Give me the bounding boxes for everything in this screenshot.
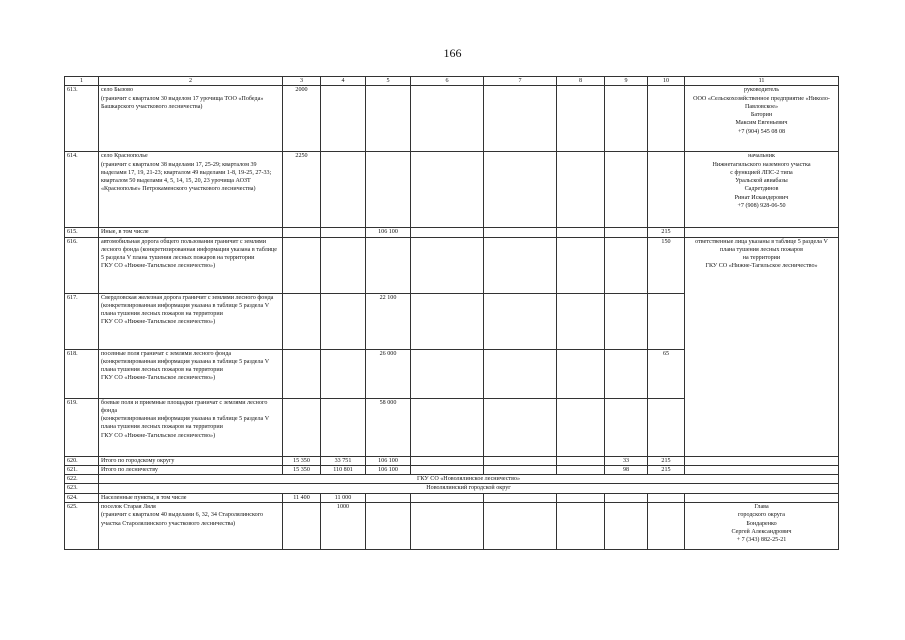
cell-col8 [557, 502, 605, 549]
cell-col10 [648, 493, 685, 502]
row-description: автомобильная дорога общего пользования граничит с землями лесного фонда (конкретизированная информация указана в таблице 5 раздела V плана тушения лесных пожаров на территории ГКУ СО «Нижне-Тагильское лесничество») [99, 237, 283, 293]
row-description: Населенные пункты, в том числе [99, 493, 283, 502]
table-row [65, 456, 839, 465]
row-number: 618. [65, 349, 99, 398]
cell-col6 [411, 465, 484, 474]
header-cell: 8 [557, 77, 605, 86]
cell-col7 [484, 86, 557, 152]
table-row [65, 465, 839, 474]
row-description: село Бызово (граничит с кварталом 30 выделом 17 урочища ТОО «Победа» Башкарского участкового лесничества) [99, 86, 283, 152]
cell-col9: 98 [605, 465, 648, 474]
table-row [65, 484, 839, 493]
row-description: Свердловская железная дорога граничит с землями лесного фонда (конкретизированная информация указана в таблице 5 раздела V плана тушения лесных пожаров на территории ГКУ СО «Нижне-Тагильское лесничество») [99, 293, 283, 349]
cell-col3 [283, 293, 321, 349]
row-number: 620. [65, 456, 99, 465]
header-cell: 6 [411, 77, 484, 86]
header-cell: 1 [65, 77, 99, 86]
cell-col6 [411, 237, 484, 293]
responsible-person: руководитель ООО «Сельскохозяйственное предприятие «Николо-Павловское» Баторин Максим Евгеньевич +7 (904) 545 08 08 [685, 86, 839, 152]
header-cell: 10 [648, 77, 685, 86]
section-heading: Новолялинский городской округ [99, 484, 839, 493]
cell-col6 [411, 152, 484, 228]
cell-col8 [557, 152, 605, 228]
cell-col4 [321, 293, 366, 349]
header-cell: 4 [321, 77, 366, 86]
cell-col7 [484, 349, 557, 398]
row-description: посевные поля граничат с землями лесного фонда (конкретизированная информация указана в таблице 5 раздела V плана тушения лесных пожаров на территории ГКУ СО «Нижне-Тагильское лесничество») [99, 349, 283, 398]
row-number: 615. [65, 228, 99, 237]
cell-col9: 33 [605, 456, 648, 465]
cell-col4 [321, 86, 366, 152]
cell-col3 [283, 228, 321, 237]
row-description: Итого по лесничеству [99, 465, 283, 474]
cell-col9 [605, 152, 648, 228]
header-cell: 7 [484, 77, 557, 86]
forest-fire-table [64, 76, 839, 550]
table-row [65, 475, 839, 484]
header-row [65, 77, 839, 86]
row-number: 617. [65, 293, 99, 349]
cell-col3: 15 350 [283, 465, 321, 474]
cell-col10: 215 [648, 456, 685, 465]
cell-col7 [484, 502, 557, 549]
cell-col9 [605, 493, 648, 502]
cell-col5: 106 100 [366, 465, 411, 474]
cell-col9 [605, 228, 648, 237]
cell-col11 [685, 228, 839, 237]
row-description: Иные, в том числе [99, 228, 283, 237]
cell-col3 [283, 502, 321, 549]
cell-col7 [484, 398, 557, 456]
header-cell: 5 [366, 77, 411, 86]
cell-col3 [283, 398, 321, 456]
cell-col5: 26 000 [366, 349, 411, 398]
cell-col5 [366, 237, 411, 293]
cell-col6 [411, 349, 484, 398]
cell-col8 [557, 86, 605, 152]
row-description: боевые поля и приемные площадки граничат с землями лесного фонда (конкретизированная информация указана в таблице 5 раздела V плана тушения лесных пожаров на территории ГКУ СО «Нижне-Тагильское лесничество») [99, 398, 283, 456]
cell-col3 [283, 349, 321, 398]
cell-col8 [557, 398, 605, 456]
cell-col10: 215 [648, 465, 685, 474]
cell-col11 [685, 465, 839, 474]
row-number: 619. [65, 398, 99, 456]
table-row [65, 228, 839, 237]
row-number: 621. [65, 465, 99, 474]
table-row [65, 237, 839, 293]
row-number: 613. [65, 86, 99, 152]
cell-col4: 110 801 [321, 465, 366, 474]
cell-col10: 150 [648, 237, 685, 293]
cell-col3: 2000 [283, 86, 321, 152]
page-number: 166 [443, 46, 462, 60]
cell-col6 [411, 398, 484, 456]
cell-col10 [648, 152, 685, 228]
cell-col6 [411, 86, 484, 152]
cell-col7 [484, 493, 557, 502]
cell-col7 [484, 293, 557, 349]
cell-col7 [484, 152, 557, 228]
cell-col6 [411, 228, 484, 237]
cell-col5 [366, 493, 411, 502]
cell-col10: 65 [648, 349, 685, 398]
responsible-person: начальник Нижнетагильского наземного участка с функцией ЛПС-2 типа Уральской авиабазы Садретдинов Ринат Искандерович +7 (908) 928-06-50 [685, 152, 839, 228]
cell-col11 [685, 456, 839, 465]
cell-col10 [648, 398, 685, 456]
table-row [65, 86, 839, 152]
cell-col8 [557, 465, 605, 474]
cell-col3: 2250 [283, 152, 321, 228]
cell-col5 [366, 502, 411, 549]
cell-col10: 215 [648, 228, 685, 237]
row-number: 623. [65, 484, 99, 493]
cell-col8 [557, 493, 605, 502]
cell-col8 [557, 237, 605, 293]
cell-col8 [557, 456, 605, 465]
table-row [65, 152, 839, 228]
cell-col8 [557, 293, 605, 349]
row-number: 614. [65, 152, 99, 228]
cell-col3: 11 400 [283, 493, 321, 502]
header-cell: 2 [99, 77, 283, 86]
header-cell: 11 [685, 77, 839, 86]
cell-col7 [484, 228, 557, 237]
cell-col6 [411, 493, 484, 502]
cell-col5: 106 100 [366, 228, 411, 237]
cell-col9 [605, 502, 648, 549]
cell-col9 [605, 86, 648, 152]
cell-col6 [411, 456, 484, 465]
cell-col5: 22 100 [366, 293, 411, 349]
cell-col5 [366, 86, 411, 152]
cell-col7 [484, 237, 557, 293]
row-description: поселок Старая Ляля (граничит с кварталом 40 выделами 6, 32, 34 Старолялинского участка Старолялинского участкового лесничества) [99, 502, 283, 549]
cell-col10 [648, 293, 685, 349]
cell-col4 [321, 152, 366, 228]
section-heading: ГКУ СО «Новолялинское лесничество» [99, 475, 839, 484]
row-number: 622. [65, 475, 99, 484]
cell-col8 [557, 228, 605, 237]
table-row [65, 502, 839, 549]
cell-col9 [605, 398, 648, 456]
responsible-person: Глава городского округа Бондаренко Сергей Александрович + 7 (343) 882-25-21 [685, 502, 839, 549]
row-number: 625. [65, 502, 99, 549]
cell-col4 [321, 349, 366, 398]
cell-col9 [605, 293, 648, 349]
cell-col4 [321, 237, 366, 293]
row-description: Итого по городскому округу [99, 456, 283, 465]
cell-col4 [321, 398, 366, 456]
cell-col5 [366, 152, 411, 228]
cell-col7 [484, 465, 557, 474]
row-number: 624. [65, 493, 99, 502]
cell-col8 [557, 349, 605, 398]
cell-col10 [648, 502, 685, 549]
header-cell: 3 [283, 77, 321, 86]
cell-col7 [484, 456, 557, 465]
cell-col9 [605, 349, 648, 398]
cell-col4 [321, 228, 366, 237]
cell-col5: 106 100 [366, 456, 411, 465]
cell-col11 [685, 493, 839, 502]
row-description: село Краснополье (граничит с кварталом 38 выделами 17, 25-29; кварталом 39 выделами 17, 19, 21-23; кварталом 49 выделами 1-8, 19-25, 27-33; кварталом 50 выделами 4, 5, 14, 15, 20, 23 урочища АОЗТ «Краснополье» Петрокаменского участкового лесничества) [99, 152, 283, 228]
cell-col4: 33 751 [321, 456, 366, 465]
cell-col4: 11 000 [321, 493, 366, 502]
cell-col4: 1000 [321, 502, 366, 549]
cell-col6 [411, 293, 484, 349]
cell-col5: 58 000 [366, 398, 411, 456]
responsible-person: ответственные лица указаны в таблице 5 раздела V плана тушения лесных пожаров на территории ГКУ СО «Нижне-Тагильское лесничество» [685, 237, 839, 456]
cell-col3: 15 350 [283, 456, 321, 465]
header-cell: 9 [605, 77, 648, 86]
row-number: 616. [65, 237, 99, 293]
cell-col6 [411, 502, 484, 549]
table-row [65, 493, 839, 502]
cell-col9 [605, 237, 648, 293]
cell-col3 [283, 237, 321, 293]
cell-col10 [648, 86, 685, 152]
